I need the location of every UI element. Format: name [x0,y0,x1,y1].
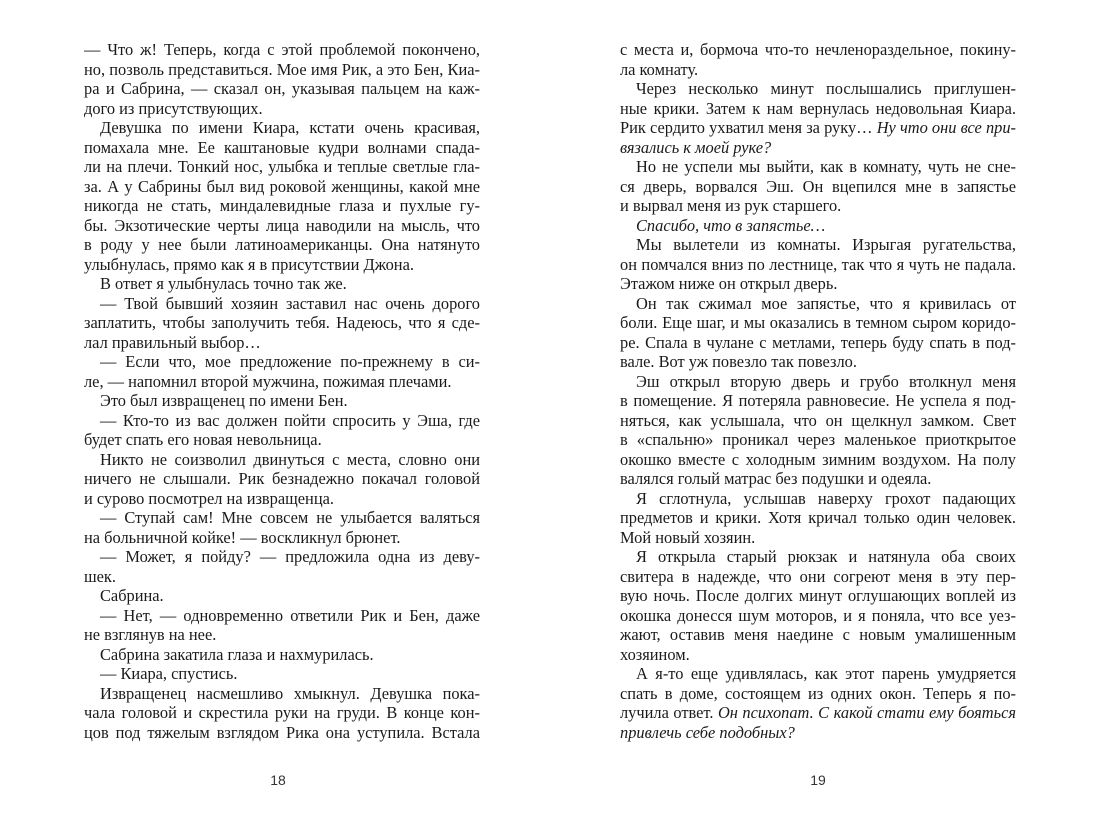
text-line [620,99,1016,119]
text-run: за. А у Сабрины был вид роковой женщины, какой мне [84,176,480,196]
text-line [620,118,1016,138]
text-run: Никто не соизволил двинуться с места, словно они [100,449,480,469]
text-run: заплатить, чтобы заполучить тебя. Надеюсь, что я сде- [84,313,480,332]
text-run: Это был извращенец по имени Бен. [100,391,348,410]
page-number-right: 19 [810,772,826,788]
text-line [84,99,480,119]
text-run: чала головой и скрестила руки на груди. В конце кон- [84,703,480,722]
text-line [84,372,480,392]
text-run: но, позволь представиться. Мое имя Рик, а это Бен, Киа- [84,59,480,79]
text-run: вале. Вот уж повезло так повезло. [620,352,857,371]
text-line [84,313,480,333]
text-line [620,723,1016,743]
text-run: няться, как услышала, что он щелкнул замком. Свет [620,410,1016,430]
text-line [84,40,480,60]
text-line [84,196,480,216]
text-line [84,508,480,528]
text-run: в роду у нее были латиноамериканцы. Она натянуто [84,235,480,254]
text-line [620,645,1016,665]
text-line [620,255,1016,275]
text-run: с места и, бормоча что-то нечленораздельное, покину- [620,40,1016,59]
text-line [84,352,480,372]
text-line [84,723,480,743]
text-line [620,411,1016,431]
text-line [620,216,1016,236]
text-line [84,235,480,255]
text-run: Извращенец насмешливо хмыкнул. Девушка пока- [100,683,480,703]
text-line [84,216,480,236]
text-line [84,138,480,158]
text-run: не взглянув на нее. [84,625,217,644]
text-run: боли. Еще шаг, и мы оказались в темном сыром коридо- [620,313,1016,332]
text-line [620,391,1016,411]
text-run: дого из присутствующих. [84,98,263,118]
text-run: шек. [84,566,116,586]
text-run: Я сглотнула, услышав наверху грохот падающих [636,488,1016,508]
text-line [84,411,480,431]
left-page [84,40,480,742]
text-line [620,60,1016,80]
text-run: окошка донесся шум моторов, и я поняла, что все уез- [620,605,1016,625]
text-line [620,450,1016,470]
text-run: ные крики. Затем к нам вернулась недовольная Киара. [620,98,1016,118]
text-run: А я-то еще удивлялась, как этот парень умудряется [636,664,1016,683]
text-run: свитера в надежде, что они согреют меня в эту пер- [620,566,1016,586]
text-run: окошко вместе с холодным зимним воздухом. На полу [620,449,1016,469]
text-line [620,528,1016,548]
text-run: — Может, я пойду? — предложила одна из деву- [100,547,480,566]
text-line [84,547,480,567]
text-run: Эш открыл вторую дверь и грубо втолкнул меня [636,371,1016,391]
text-run: предметов и крики. Хотя кричал только один человек. [620,508,1016,527]
text-line [84,274,480,294]
italic-text-run: Ну что они все при- [876,118,1016,137]
italic-text-run: вязались к моей руке? [620,137,772,157]
text-line [84,430,480,450]
text-line [620,469,1016,489]
text-run: хозяином. [620,644,690,664]
text-run: Я открыла старый рюкзак и натянула оба своих [636,547,1016,566]
text-line [84,469,480,489]
text-line [84,625,480,645]
text-run: Но не успели мы выйти, как в комнату, чуть не сне- [636,157,1016,176]
text-run: улыбнулась, прямо как я в присутствии Джона. [84,254,414,274]
text-line [620,138,1016,158]
text-run: — Киара, спустись. [100,664,238,683]
text-run: ре. Спала в чулане с метлами, теперь буду спать в под- [620,332,1016,352]
text-line [620,333,1016,353]
text-line [620,430,1016,450]
text-run: ли на плечи. Тонкий нос, улыбка и теплые светлые гла- [84,157,480,176]
text-line [620,567,1016,587]
text-run: ла комнату. [620,59,699,79]
text-run: будет спать его новая невольница. [84,430,322,449]
text-line [84,567,480,587]
text-line [620,235,1016,255]
text-run: Сабрина. [100,586,164,605]
text-line [84,255,480,275]
text-line [620,606,1016,626]
text-run: цов под тяжелым взглядом Рика она уступила. Встала [84,722,480,742]
text-line [84,294,480,314]
text-run: и сурово посмотрел на извращенца. [84,488,334,508]
text-line [84,177,480,197]
text-run: и вырвал меня из рук старшего. [620,196,842,215]
text-run: Сабрина закатила глаза и нахмурилась. [100,644,374,664]
text-run: Через несколько минут послышались приглушен- [636,79,1016,98]
right-page [620,40,1016,742]
text-run: — Нет, — одновременно ответили Рик и Бен, даже [100,605,480,625]
text-line [620,294,1016,314]
text-line [84,606,480,626]
text-run: Этажом ниже он открыл дверь. [620,274,838,293]
text-run: — Кто-то из вас должен пойти спросить у Эша, где [100,410,480,430]
text-run: валялся голый матрас без подушки и одеяла. [620,469,932,488]
text-line [620,703,1016,723]
text-run: ничего не слышали. Рик безнадежно покачал головой [84,469,480,488]
text-run: Рик сердито ухватил меня за руку… [620,118,877,137]
text-line [620,664,1016,684]
italic-text-run: Спасибо, что в запястье… [636,215,826,235]
text-run: он помчался вниз по лестнице, так что я чуть не падала. [620,254,1016,274]
text-line [620,508,1016,528]
text-run: ра и Сабрина, — сказал он, указывая пальцем на каж- [84,79,480,98]
text-run: в помещение. Я потеряла равновесие. Не успела я под- [620,391,1016,410]
text-line [620,684,1016,704]
text-line [84,333,480,353]
text-line [84,118,480,138]
text-run: Мы вылетели из комнаты. Изрыгая ругательства, [636,235,1016,254]
text-line [620,352,1016,372]
text-run: спать в доме, состоящем из одних окон. Теперь я по- [620,683,1016,703]
text-run: лал правильный выбор… [84,332,261,352]
text-run: в «спальню» проникал через маленькое приоткрытое [620,430,1016,449]
text-line [620,547,1016,567]
text-run: вую ночь. После долгих минут оглушающих воплей из [620,586,1016,605]
text-run: — Что ж! Теперь, когда с этой проблемой покончено, [84,40,480,59]
text-run: помахала мне. Ее каштановые кудри волнами спада- [84,137,480,157]
text-run: В ответ я улыбнулась точно так же. [100,274,347,293]
text-line [620,274,1016,294]
text-line [620,157,1016,177]
text-run: — Ступай сам! Мне совсем не улыбается валяться [100,508,480,527]
text-line [84,60,480,80]
text-line [84,703,480,723]
text-line [84,489,480,509]
text-run: ся дверь, ворвался Эш. Он вцепился мне в запястье [620,176,1016,196]
text-run: Мой новый хозяин. [620,527,756,547]
text-run: Девушка по имени Киара, кстати очень красивая, [100,118,480,137]
text-line [620,79,1016,99]
text-run: никогда не стать, миндалевидные глаза и пухлые гу- [84,196,480,215]
text-line [84,79,480,99]
text-line [620,372,1016,392]
text-line [84,391,480,411]
text-run: жают, оставив меня наедине с новым умалишенным [620,625,1016,644]
italic-text-run: привлечь себе подобных? [620,722,795,742]
text-run: бы. Экзотические черты лица наводили на мысль, что [84,215,480,235]
text-run: лучила ответ. [620,703,718,722]
text-line [620,489,1016,509]
text-line [84,645,480,665]
text-line [84,664,480,684]
page-number-left: 18 [270,772,286,788]
text-run: Он так сжимал мое запястье, что я кривилась от [636,293,1016,313]
text-line [620,196,1016,216]
text-line [84,157,480,177]
text-run: на больничной койке! — воскликнул брюнет. [84,527,401,547]
text-line [84,450,480,470]
text-run: ле, — напомнил второй мужчина, пожимая плечами. [84,371,452,391]
text-line [620,177,1016,197]
text-line [84,586,480,606]
text-line [620,625,1016,645]
italic-text-run: Он психопат. С какой стати ему бояться [717,703,1016,722]
text-line [620,40,1016,60]
text-line [620,586,1016,606]
text-line [620,313,1016,333]
text-line [84,684,480,704]
text-run: — Твой бывший хозяин заставил нас очень дорого [100,293,480,313]
text-run: — Если что, мое предложение по-прежнему в си- [100,352,480,371]
text-line [84,528,480,548]
